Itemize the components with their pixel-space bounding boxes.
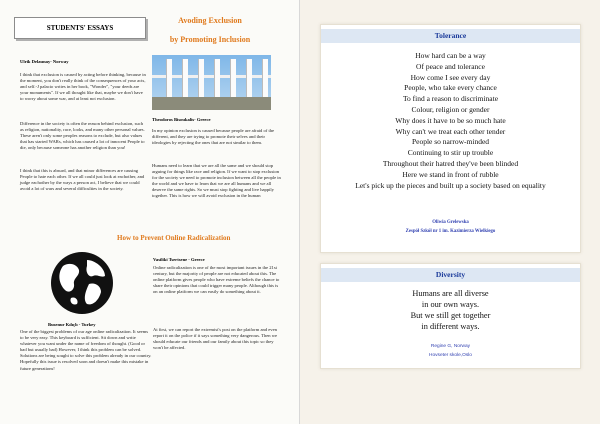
poems-page — [300, 0, 600, 424]
poem-line: in our own ways. — [421, 300, 480, 309]
author-theodoros: Theodoros Bisoukalis- Greece — [152, 117, 211, 122]
poem-line: How hard can be a way — [415, 51, 486, 60]
poem-line: Here we stand in front of rubble — [402, 169, 499, 179]
poem-line: But we still get together — [410, 311, 491, 320]
poem-line: Let's pick up the pieces and built up a society based on equality — [355, 180, 546, 190]
diversity-heading: Diversity — [321, 268, 580, 282]
fence-photo — [152, 55, 271, 110]
vasiliki-paragraph-2: At first, we can report the extremist's post on the platform and even report it on the police if it says something very dangerous. Then we should educate our friends and our family about this topic so they won't be affected. — [153, 327, 278, 351]
ulrik-paragraph-2: Difference in the society is often the reason behind exclusion, such as religion, nationality, race, looks, and many other personal values. These aren't only some peoples reasons to exclude, but also values that has started WARs, which has caused a lot of innocent People to die, only because someone has another religion than you! — [20, 121, 145, 151]
tolerance-school: Zespół Szkół nr 1 im. Kazimierza Wielkiego — [405, 229, 496, 234]
diversity-poem — [321, 288, 580, 332]
students-essays-ribbon: STUDENTS' ESSAYS — [14, 17, 146, 39]
poem-line: Why can't we treat each other tender — [395, 126, 506, 136]
essay-title-line2: by Promoting Inclusion — [169, 35, 251, 44]
author-busenur: Busenur Kılıçlı - Turkey — [48, 322, 96, 327]
diversity-author: Regine G, Norway — [430, 344, 471, 349]
theodoros-paragraph-1: In my opinion exclusion is caused because people are afraid of the different, and they are trying to promote their selves and their ideologies by rejecting the ones that are not similar to them. — [152, 128, 275, 146]
diversity-panel — [320, 263, 581, 369]
globe-icon — [49, 250, 115, 316]
vasiliki-paragraph-1: Online radicalization is one of the most important issues in the 21st century, but the majority of people are not educated about this. The online platform gives people who have extreme beliefs the chance to share their opinions that could trigger many people. Although this is on an online platform we can easily do something about it. — [153, 265, 280, 295]
tolerance-heading: Tolerance — [321, 29, 580, 43]
poem-line: Why does it have to be so much hate — [395, 115, 506, 125]
tolerance-poem — [321, 51, 580, 191]
author-ulrik: Ulrik Delaunay- Norway — [20, 59, 69, 64]
poem-line: How come I see every day — [410, 72, 491, 82]
author-vasiliki: Vasiliki Tsertsene - Greece — [153, 257, 205, 262]
tolerance-panel — [320, 24, 581, 253]
essay-title-line1: Avoding Exclusion — [178, 16, 242, 25]
poem-line: Continuing to stir up trouble — [407, 148, 494, 158]
poem-line: Of peace and tolerance — [416, 61, 485, 71]
essay-title-radicalization: How to Prevent Online Radicalization — [117, 234, 231, 242]
diversity-school: Hovseter skole,Oslo — [429, 353, 472, 358]
poem-line: Colour, religion or gender — [411, 104, 490, 114]
busenur-paragraph: One of the biggest problems of our age online radicalization. It seems to be very easy. This keyboard is sufficient. Sit down and write whatever you want under the name of freedom of thought. (Good or bad but usually bad) However, I think this problem can be solved. Solutions are being sought to solve this problem already in our country. Hopefully this issue is resolved soon and doesn't make this mistake in future generations! — [20, 329, 152, 371]
poem-line: People so narrow-minded — [411, 137, 490, 147]
tolerance-author: Oliwia Grelewska — [432, 220, 469, 225]
theodoros-paragraph-2: Humans need to learn that we are all the same and we should stop arguing for things like race and religion. If we want to stop exclusion for the society we need to promote inclusion between all the people in the world and we have to learn that we are all humans and we all deserve the same rights. So we must stop fighting and live happily together. This is how we will avoid exclusion in the human — [152, 163, 281, 199]
ulrik-paragraph-1: I think that exclusion is caused by acting before thinking, because in the moment, you don't really think of the consequences of your acts, and self.-J palacio writes in her book, "Wonder", "your deeds are your monuments". If we all thought like that, maybe we don't have to worry about some war, and at least not exclusion. — [20, 72, 146, 102]
poem-line: in different ways. — [421, 322, 480, 331]
poem-line: People, who take every chance — [404, 83, 497, 93]
poem-line: Humans are all diverse — [412, 289, 489, 298]
ulrik-paragraph-3: I think that this is absurd, and that minor differences are causing People to hate each other. If we all could just look at eachother, and judge eachother by the ways a person act, I believe that we could avoid a lot of wars and several difficulties in the society. — [20, 168, 145, 192]
poem-line: Throughout their hatred they've been blinded — [382, 158, 519, 168]
poem-line: To find a reason to discriminate — [402, 94, 499, 104]
